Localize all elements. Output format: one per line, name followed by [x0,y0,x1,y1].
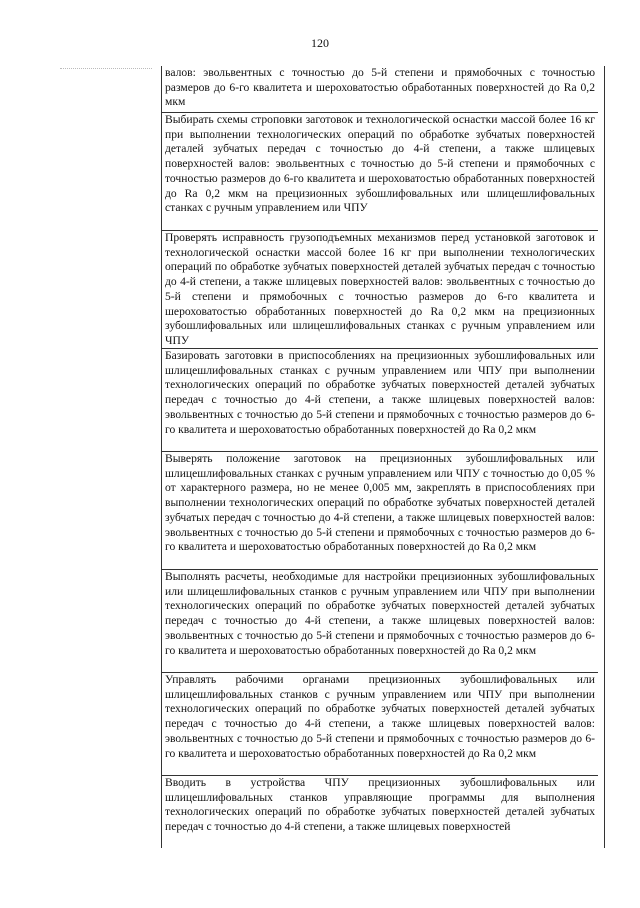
left-column-mark [60,68,152,69]
table-cell-1: валов: эвольвентных с точностью до 5-й степени и прямобочных с точностью размеров до 6-го квалитета и шероховатостью обработанных поверхностей до Ra 0,2 мкм [162,66,598,113]
table-cell-8: Вводить в устройства ЧПУ прецизионных зубошлифовальных или шлицешлифовальных станков управляющие программы для выполнения технологических операций по обработке зубчатых поверхностей деталей зубчатых передач с точностью до 4-й степени, а также шлицевых поверхностей [165,776,595,834]
table-cell-7: Управлять рабочими органами прецизионных зубошлифовальных или шлицешлифовальных станков с ручным управлением или ЧПУ при выполнении технологических операций по обработке зубчатых поверхностей деталей зубчатых передач с точностью до 4-й степени, а также шлицевых поверхностей валов: эвольвентных с точностью до 5-й степени и прямобочных с точностью размеров до 6-го квалитета и шероховатостью обработанных поверхностей до Ra 0,2 мкм [162,673,598,776]
skills-table [60,66,608,848]
table-left-column [60,66,162,848]
table-cell-2: Выбирать схемы строповки заготовок и технологической оснастки массой более 16 кг при выполнении технологических операций по обработке зубчатых поверхностей деталей зубчатых передач с точностью до 4-й степени, а также шлицевых поверхностей валов: эвольвентных с точностью до 5-й степени и прямобочных с точностью размеров до 6-го квалитета и шероховатостью обработанных поверхностей до Ra 0,2 мкм на прецизионных зубошлифовальных или шлицешлифовальных станках с ручным управлением или ЧПУ [162,113,598,231]
table-cell-4: Базировать заготовки в приспособлениях на прецизионных зубошлифовальных или шлицешлифовальных станках с ручным управлением или ЧПУ при выполнении технологических операций по обработке зубчатых поверхностей деталей зубчатых передач с точностью до 4-й степени, а также шлицевых поверхностей валов: эвольвентных с точностью до 5-й степени и прямобочных с точностью размеров до 6-го квалитета и шероховатостью обработанных поверхностей до Ra 0,2 мкм [162,349,598,452]
table-cell-6: Выполнять расчеты, необходимые для настройки прецизионных зубошлифовальных или шлицешлифовальных станков с ручным управлением или ЧПУ при выполнении технологических операций по обработке зубчатых поверхностей деталей зубчатых передач с точностью до 4-й степени, а также шлицевых поверхностей валов: эвольвентных с точностью до 5-й степени и прямобочных с точностью размеров до 6-го квалитета и шероховатостью обработанных поверхностей до Ra 0,2 мкм [162,570,598,673]
table-cell-5: Выверять положение заготовок на прецизионных зубошлифовальных или шлицешлифовальных станках с ручным управлением или ЧПУ с точностью до 0,05 % от характерного размера, но не менее 0,005 мм, закреплять в приспособлениях при выполнении технологических операций по обработке зубчатых поверхностей деталей зубчатых передач с точностью до 4-й степени, а также шлицевых поверхностей валов: эвольвентных с точностью до 5-й степени и прямобочных с точностью размеров до 6-го квалитета и шероховатостью обработанных поверхностей до Ra 0,2 мкм [162,452,598,570]
page-number: 120 [311,36,329,50]
table-cell-3: Проверять исправность грузоподъемных механизмов перед установкой заготовок и технологической оснастки массой более 16 кг при выполнении технологических операций по обработке зубчатых поверхностей деталей зубчатых передач с точностью до 4-й степени, а также шлицевых поверхностей валов: эвольвентных с точностью до 5-й степени и прямобочных с точностью размеров до 6-го квалитета и шероховатостью обработанных поверхностей до Ra 0,2 мкм на прецизионных зубошлифовальных или шлицешлифовальных станках с ручным управлением или ЧПУ [162,231,598,349]
table-right-column [162,66,605,848]
